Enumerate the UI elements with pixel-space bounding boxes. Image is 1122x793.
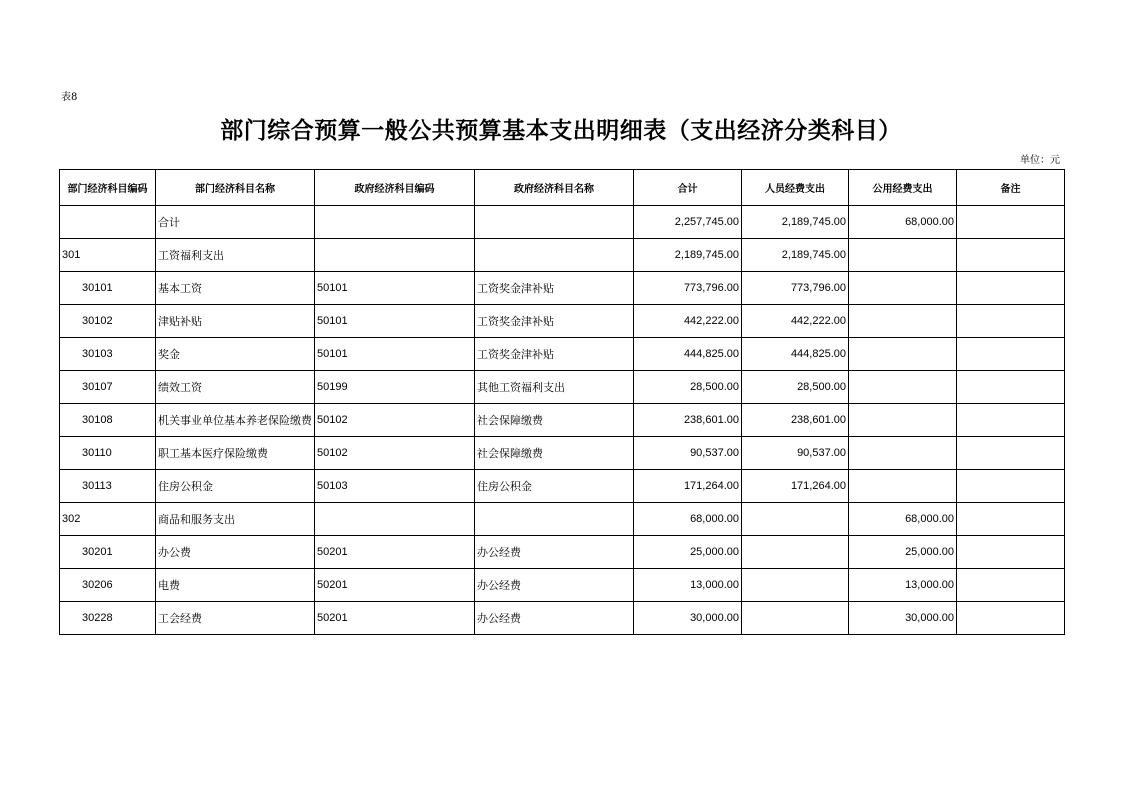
header-total: 合计 [634, 170, 742, 206]
cell-note [957, 239, 1065, 272]
cell-dept-name: 工资福利支出 [156, 239, 315, 272]
cell-personnel: 442,222.00 [742, 305, 849, 338]
cell-total: 13,000.00 [634, 569, 742, 602]
cell-gov-code: 50199 [315, 371, 475, 404]
cell-dept-code [60, 206, 156, 239]
cell-personnel: 773,796.00 [742, 272, 849, 305]
cell-personnel [742, 536, 849, 569]
cell-gov-name: 社会保障缴费 [475, 437, 634, 470]
cell-personnel [742, 602, 849, 635]
cell-gov-name [475, 239, 634, 272]
unit-label: 单位：元 [1020, 155, 1060, 166]
cell-gov-code: 50101 [315, 338, 475, 371]
cell-public: 30,000.00 [849, 602, 957, 635]
cell-dept-code: 30102 [60, 305, 156, 338]
cell-total: 442,222.00 [634, 305, 742, 338]
table-row [60, 272, 1065, 305]
cell-total: 28,500.00 [634, 371, 742, 404]
cell-gov-code [315, 239, 475, 272]
cell-gov-name [475, 206, 634, 239]
cell-dept-name: 机关事业单位基本养老保险缴费 [156, 404, 315, 437]
budget-detail-table [59, 169, 1065, 635]
cell-dept-name: 绩效工资 [156, 371, 315, 404]
cell-gov-code: 50101 [315, 305, 475, 338]
cell-dept-name: 电费 [156, 569, 315, 602]
cell-gov-code: 50201 [315, 569, 475, 602]
cell-dept-code: 30201 [60, 536, 156, 569]
table-row [60, 569, 1065, 602]
header-gov-code: 政府经济科目编码 [315, 170, 475, 206]
cell-personnel: 2,189,745.00 [742, 206, 849, 239]
table-header-row [60, 170, 1065, 206]
cell-gov-name: 办公经费 [475, 569, 634, 602]
cell-public: 68,000.00 [849, 503, 957, 536]
cell-note [957, 536, 1065, 569]
cell-gov-name: 工资奖金津补贴 [475, 338, 634, 371]
cell-gov-code: 50103 [315, 470, 475, 503]
cell-gov-code: 50102 [315, 437, 475, 470]
cell-note [957, 602, 1065, 635]
cell-public [849, 239, 957, 272]
cell-public: 13,000.00 [849, 569, 957, 602]
cell-gov-name: 办公经费 [475, 602, 634, 635]
cell-public [849, 470, 957, 503]
cell-personnel [742, 569, 849, 602]
cell-personnel [742, 503, 849, 536]
cell-gov-code: 50201 [315, 602, 475, 635]
cell-dept-name: 奖金 [156, 338, 315, 371]
table-row [60, 305, 1065, 338]
cell-dept-name: 办公费 [156, 536, 315, 569]
cell-dept-code: 30103 [60, 338, 156, 371]
cell-personnel: 28,500.00 [742, 371, 849, 404]
cell-public [849, 371, 957, 404]
cell-dept-name: 合计 [156, 206, 315, 239]
header-note: 备注 [957, 170, 1065, 206]
cell-dept-code: 302 [60, 503, 156, 536]
cell-personnel: 2,189,745.00 [742, 239, 849, 272]
cell-dept-name: 工会经费 [156, 602, 315, 635]
cell-note [957, 338, 1065, 371]
cell-total: 773,796.00 [634, 272, 742, 305]
cell-total: 25,000.00 [634, 536, 742, 569]
cell-total: 30,000.00 [634, 602, 742, 635]
cell-dept-code: 30113 [60, 470, 156, 503]
cell-dept-name: 基本工资 [156, 272, 315, 305]
cell-dept-code: 30110 [60, 437, 156, 470]
header-public: 公用经费支出 [849, 170, 957, 206]
cell-dept-code: 301 [60, 239, 156, 272]
cell-total: 2,189,745.00 [634, 239, 742, 272]
cell-dept-code: 30107 [60, 371, 156, 404]
table-row [60, 437, 1065, 470]
cell-public [849, 404, 957, 437]
table-row-total [60, 206, 1065, 239]
cell-dept-name: 商品和服务支出 [156, 503, 315, 536]
cell-gov-code: 50201 [315, 536, 475, 569]
cell-gov-name: 住房公积金 [475, 470, 634, 503]
cell-public [849, 437, 957, 470]
cell-note [957, 503, 1065, 536]
cell-gov-code [315, 503, 475, 536]
cell-public [849, 305, 957, 338]
cell-dept-code: 30206 [60, 569, 156, 602]
cell-gov-code: 50102 [315, 404, 475, 437]
cell-gov-name: 社会保障缴费 [475, 404, 634, 437]
cell-note [957, 470, 1065, 503]
cell-dept-name: 住房公积金 [156, 470, 315, 503]
cell-gov-code [315, 206, 475, 239]
table-row [60, 602, 1065, 635]
page-title: 部门综合预算一般公共预算基本支出明细表（支出经济分类科目） [220, 117, 902, 144]
cell-note [957, 569, 1065, 602]
cell-gov-name [475, 503, 634, 536]
table-row [60, 503, 1065, 536]
header-dept-name: 部门经济科目名称 [156, 170, 315, 206]
table-number-label: 表8 [61, 92, 78, 103]
cell-note [957, 404, 1065, 437]
cell-total: 90,537.00 [634, 437, 742, 470]
header-gov-name: 政府经济科目名称 [475, 170, 634, 206]
cell-total: 68,000.00 [634, 503, 742, 536]
table-row [60, 338, 1065, 371]
header-personnel: 人员经费支出 [742, 170, 849, 206]
cell-gov-code: 50101 [315, 272, 475, 305]
cell-dept-code: 30108 [60, 404, 156, 437]
cell-personnel: 444,825.00 [742, 338, 849, 371]
cell-public: 68,000.00 [849, 206, 957, 239]
cell-dept-code: 30228 [60, 602, 156, 635]
cell-note [957, 371, 1065, 404]
cell-total: 238,601.00 [634, 404, 742, 437]
cell-total: 2,257,745.00 [634, 206, 742, 239]
cell-public [849, 272, 957, 305]
cell-note [957, 305, 1065, 338]
cell-dept-code: 30101 [60, 272, 156, 305]
cell-note [957, 206, 1065, 239]
table-row [60, 239, 1065, 272]
cell-gov-name: 办公经费 [475, 536, 634, 569]
cell-total: 171,264.00 [634, 470, 742, 503]
cell-gov-name: 工资奖金津补贴 [475, 305, 634, 338]
cell-public: 25,000.00 [849, 536, 957, 569]
header-dept-code: 部门经济科目编码 [60, 170, 156, 206]
cell-gov-name: 其他工资福利支出 [475, 371, 634, 404]
table-row [60, 536, 1065, 569]
cell-dept-name: 职工基本医疗保险缴费 [156, 437, 315, 470]
table-row [60, 404, 1065, 437]
table-row [60, 371, 1065, 404]
cell-dept-name: 津贴补贴 [156, 305, 315, 338]
cell-personnel: 171,264.00 [742, 470, 849, 503]
cell-note [957, 437, 1065, 470]
cell-note [957, 272, 1065, 305]
cell-personnel: 238,601.00 [742, 404, 849, 437]
table-row [60, 470, 1065, 503]
cell-personnel: 90,537.00 [742, 437, 849, 470]
cell-gov-name: 工资奖金津补贴 [475, 272, 634, 305]
cell-public [849, 338, 957, 371]
cell-total: 444,825.00 [634, 338, 742, 371]
